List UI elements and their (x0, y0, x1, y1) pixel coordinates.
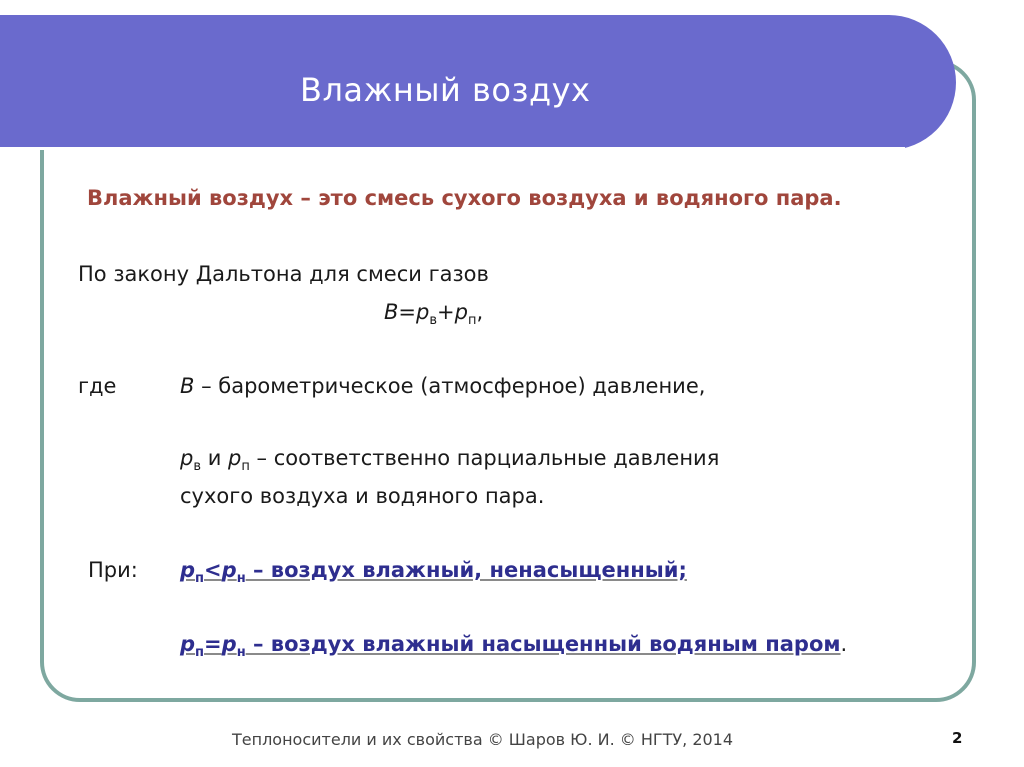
slide-title: Влажный воздух (300, 71, 591, 109)
c2-p1: p (180, 632, 196, 656)
formula-sub-v: в (429, 313, 438, 328)
where-sub-v: в (193, 459, 202, 474)
formula-eq: = (398, 300, 417, 324)
c2-op: = (204, 632, 222, 656)
c2-end: . (840, 632, 848, 656)
where-label: где (78, 374, 117, 398)
definition-text: Влажный воздух – это смесь сухого воздуха и водяного пара. (87, 186, 842, 210)
condition-1-text (180, 558, 687, 586)
condition-2-text (180, 632, 841, 660)
formula-sub-p: п (468, 313, 477, 328)
where-p2: p (228, 446, 242, 470)
where-and: и (201, 446, 229, 470)
where-partial-line-1 (180, 446, 720, 474)
c1-sub1: п (195, 571, 205, 586)
condition-saturated (180, 632, 848, 660)
c2-desc: – воздух влажный насыщенный водяным паром (245, 632, 841, 656)
where-partial-desc: – соответственно парциальные давления (249, 446, 720, 470)
page-number: 2 (952, 729, 963, 747)
where-B-desc: – барометрическое (атмосферное) давление, (194, 374, 706, 398)
title-underline (0, 147, 905, 150)
formula-B: B (384, 300, 399, 324)
formula-comma: , (476, 300, 484, 324)
where-sub-p: п (241, 459, 250, 474)
condition-unsaturated (180, 558, 687, 586)
formula-p2: p (454, 300, 468, 324)
where-p1: p (180, 446, 194, 470)
formula-plus: + (437, 300, 455, 324)
dalton-formula (384, 300, 484, 328)
c2-sub2: н (236, 645, 246, 660)
footer-text: Теплоносители и их свойства © Шаров Ю. И. © НГТУ, 2014 (232, 730, 734, 749)
title-banner (0, 15, 956, 150)
dalton-intro: По закону Дальтона для смеси газов (78, 262, 489, 286)
c1-op: < (204, 558, 222, 582)
c1-sub2: н (236, 571, 246, 586)
c1-p1: p (180, 558, 196, 582)
where-B: B (180, 374, 195, 398)
c2-sub1: п (195, 645, 205, 660)
formula-p1: p (416, 300, 430, 324)
where-barometric (180, 374, 705, 398)
c1-p2: p (221, 558, 237, 582)
when-label: При: (88, 558, 138, 582)
where-partial-line-2: сухого воздуха и водяного пара. (180, 484, 545, 508)
c2-p2: p (221, 632, 237, 656)
c1-desc: – воздух влажный, ненасыщенный; (245, 558, 687, 582)
